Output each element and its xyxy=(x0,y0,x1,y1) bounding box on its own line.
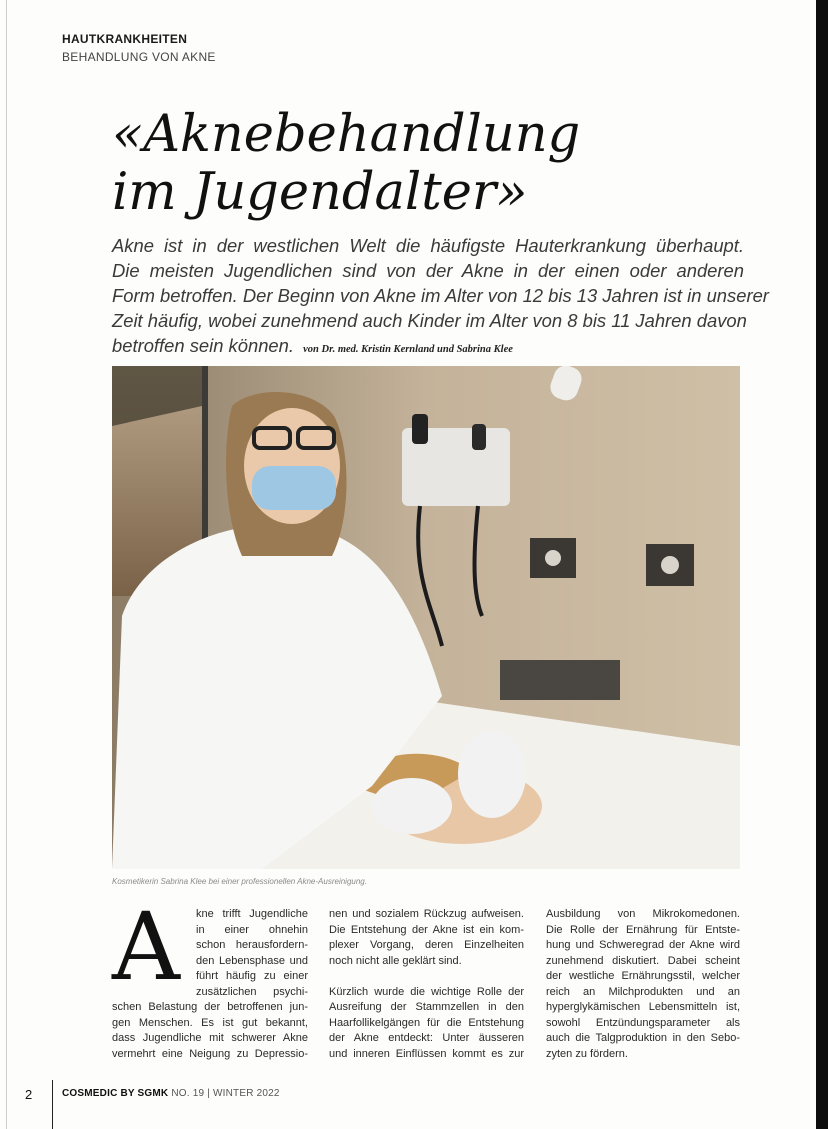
text-line: kne trifft Jugendliche xyxy=(196,908,308,920)
text-line: hung und Schweregrad der Akne wird xyxy=(546,939,740,951)
photo-caption: Kosmetikerin Sabrina Klee bei einer professionellen Akne-Ausreinigung. xyxy=(112,877,367,886)
footer-magazine xyxy=(62,1088,280,1099)
page-number: 2 xyxy=(25,1087,33,1102)
article-lead xyxy=(112,233,769,358)
paragraph-gap xyxy=(329,969,524,985)
footer-divider xyxy=(52,1080,53,1129)
text-line: gen Menschen. Es ist gut bekannt, xyxy=(112,1016,308,1029)
text-line: vermehrt eine Neigung zu Depressio- xyxy=(112,1047,308,1060)
ophthalmoscope-head xyxy=(472,424,486,450)
text-line: sowohl Entzündungsparameter als xyxy=(546,1016,740,1029)
text-line: der Akne entdeckt: Unter äusseren xyxy=(329,1032,524,1044)
article-photo xyxy=(112,366,740,869)
otoscope-head xyxy=(412,414,428,444)
text-line: und inneren Einflüssen kommt es zur xyxy=(329,1047,524,1060)
lead-line: Zeit häufig, wobei zunehmend auch Kinder im Alter von 8 bis 11 Jahren davon xyxy=(112,310,747,331)
text-line: dass Jugendliche mit schwerer Akne xyxy=(112,1032,308,1044)
text-line: plexer Vorgang, deren Einzelheiten xyxy=(329,939,524,951)
text-line: zusätzlichen psychi- xyxy=(196,985,308,998)
text-line: Die Entstehung der Akne ist ein kom- xyxy=(329,923,524,936)
article-title xyxy=(112,106,752,222)
text-line: in einer ohnehin xyxy=(196,923,308,936)
title-line-2: im Jugendalter» xyxy=(112,163,528,222)
text-line: Haarfollikelgängen für die Entstehung xyxy=(329,1016,524,1029)
power-strip xyxy=(500,660,620,700)
gloved-hand xyxy=(372,778,452,834)
lead-line-last xyxy=(112,333,744,358)
text-line: hyperglykämischen Lebensmitteln ist, xyxy=(546,1001,740,1013)
column-2 xyxy=(329,907,524,1062)
text-line: reich an Milchprodukten und an xyxy=(546,985,740,998)
drop-cap: A xyxy=(112,893,180,1002)
text-line: Die Rolle der Ernährung für Entste- xyxy=(546,923,740,936)
treatment-room-illustration xyxy=(112,366,740,869)
text-line: führt häufig zu einer xyxy=(196,970,308,982)
lead-line: Akne ist in der westlichen Welt die häufigste Hauterkrankung überhaupt. xyxy=(112,235,744,256)
section-category: HAUTKRANKHEITEN xyxy=(62,32,188,46)
text-line: der westliche Ernährungsstil, welcher xyxy=(546,970,740,982)
lead-line: Form betroffen. Der Beginn von Akne im Alter von 12 bis 13 Jahren ist in unserer xyxy=(112,285,769,306)
section-subcategory: BEHANDLUNG VON AKNE xyxy=(62,50,216,64)
lead-line: Die meisten Jugendlichen sind von der Akne in der einen oder anderen xyxy=(112,260,744,281)
text-line: zyten zu fördern. xyxy=(546,1047,628,1060)
lead-line: betroffen sein können. xyxy=(112,335,294,356)
text-line: Ausbildung von Mikrokomedonen. xyxy=(546,908,740,920)
text-line: auch die Talgproduktion in den Sebo- xyxy=(546,1032,740,1044)
text-line: Kürzlich wurde die wichtige Rolle der xyxy=(329,985,524,998)
title-line-1: «Aknebehandlung xyxy=(112,105,581,164)
byline: von Dr. med. Kristin Kernland und Sabrina Klee xyxy=(303,344,513,355)
screen-edge xyxy=(816,0,828,1129)
text-line: nen und sozialem Rückzug aufweisen. xyxy=(329,908,524,920)
text-line: zunehmend diskutiert. Dabei scheint xyxy=(546,954,740,967)
text-line: schon herausfordern- xyxy=(196,939,308,951)
text-line: noch nicht alle geklärt sind. xyxy=(329,954,462,967)
column-1-wrap xyxy=(196,907,308,1000)
face-mask xyxy=(252,466,336,510)
column-3 xyxy=(546,907,740,1062)
outlet-socket xyxy=(545,550,561,566)
text-line: Ausreifung der Stammzellen in den xyxy=(329,1001,524,1013)
gloved-hand xyxy=(458,730,526,818)
outlet-socket xyxy=(661,556,679,574)
magazine-name: COSMEDIC BY SGMK xyxy=(62,1088,169,1099)
page-edge-line xyxy=(6,0,7,1129)
column-1 xyxy=(112,1000,308,1062)
issue-info: NO. 19 | WINTER 2022 xyxy=(171,1088,280,1099)
text-line: schen Belastung der betroffenen jun- xyxy=(112,1001,308,1013)
text-line: den Lebensphase und xyxy=(196,954,308,967)
